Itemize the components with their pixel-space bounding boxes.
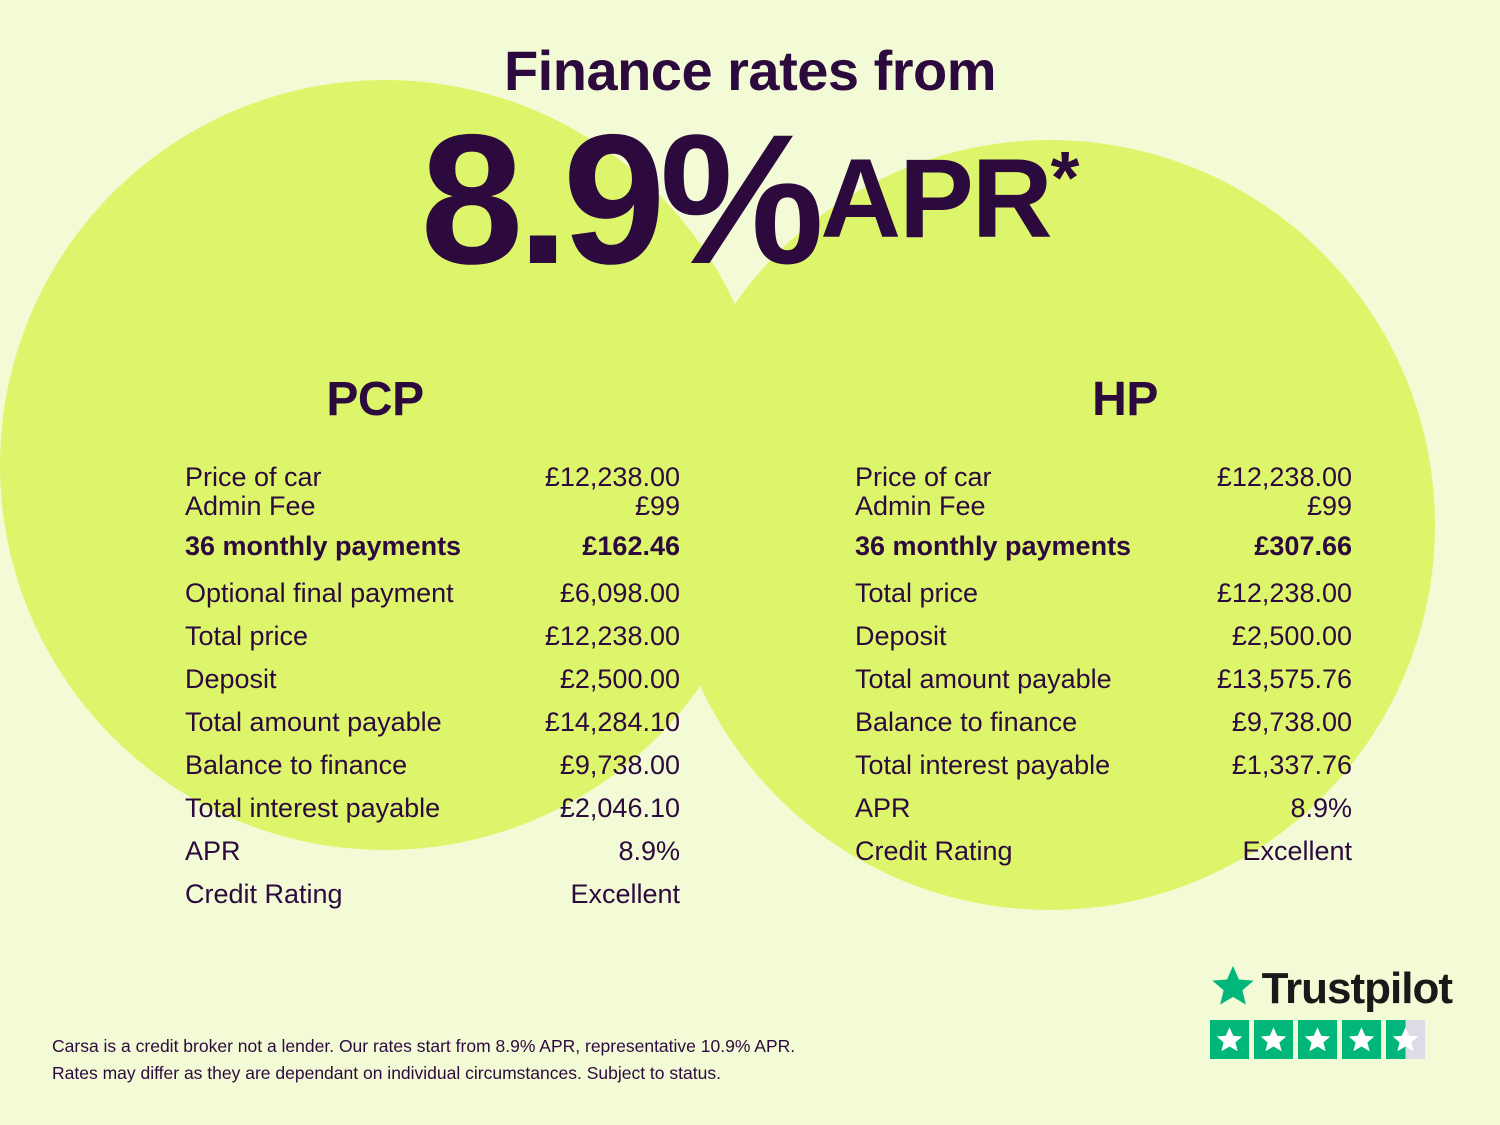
table-row <box>185 658 680 701</box>
row-value: Excellent <box>570 879 680 909</box>
table-row <box>185 521 680 572</box>
table-row <box>185 830 680 873</box>
row-label: Balance to finance <box>185 750 408 780</box>
row-label: Total amount payable <box>855 664 1112 694</box>
headline-rate <box>0 97 1500 303</box>
table-row <box>855 744 1352 787</box>
trustpilot-rating <box>1210 963 1452 1059</box>
table-row <box>855 701 1352 744</box>
headline-rate-apr: APR <box>820 136 1051 261</box>
row-value: £2,500.00 <box>1231 621 1352 651</box>
table-row <box>185 463 680 492</box>
star-icon <box>1210 1020 1249 1059</box>
table-row <box>185 744 680 787</box>
row-value: 8.9% <box>618 836 680 866</box>
table-row <box>855 830 1352 873</box>
table-row <box>185 572 680 615</box>
row-label: Total interest payable <box>855 750 1111 780</box>
headline-rate-asterisk: * <box>1050 136 1080 219</box>
table-row <box>855 521 1352 572</box>
footnote-line-2: Rates may differ as they are dependant on individual circumstances. Subject to status. <box>52 1062 721 1083</box>
row-label: Deposit <box>185 664 277 694</box>
row-label: Total amount payable <box>185 707 442 737</box>
table-row <box>185 492 680 521</box>
finance-column-pcp <box>0 372 750 916</box>
row-label: Total price <box>855 578 979 608</box>
row-value: Excellent <box>1242 836 1352 866</box>
row-value: £13,575.76 <box>1216 664 1352 694</box>
row-value: £1,337.76 <box>1231 750 1352 780</box>
page-title: Finance rates from <box>503 39 997 102</box>
star-icon <box>1342 1020 1381 1059</box>
row-label: Optional final payment <box>185 578 454 608</box>
row-label: APR <box>855 793 911 823</box>
row-value: £9,738.00 <box>1231 707 1352 737</box>
trustpilot-star-icon <box>1210 963 1256 1014</box>
row-label: Total price <box>185 621 309 651</box>
half-star-icon <box>1386 1020 1425 1059</box>
column-title-hp: HP <box>1092 373 1158 426</box>
finance-column-hp <box>750 372 1500 916</box>
legal-footnote <box>52 1033 795 1087</box>
row-value: £307.66 <box>1254 531 1352 561</box>
row-value: £12,238.00 <box>544 621 680 651</box>
row-label: Price of car <box>185 462 322 492</box>
row-value: £12,238.00 <box>1216 462 1352 492</box>
row-label: Credit Rating <box>185 879 343 909</box>
row-value: £162.46 <box>582 531 680 561</box>
row-value: £12,238.00 <box>1216 578 1352 608</box>
row-value: £99 <box>634 491 680 521</box>
headline-rate-number: 8.9% <box>420 97 819 303</box>
row-label: APR <box>185 836 241 866</box>
row-value: £99 <box>1306 491 1352 521</box>
star-icon <box>1254 1020 1293 1059</box>
table-row <box>185 787 680 830</box>
row-value: £2,500.00 <box>559 664 680 694</box>
trustpilot-logo <box>1210 963 1452 1014</box>
table-row <box>185 701 680 744</box>
row-value: £2,046.10 <box>559 793 680 823</box>
row-label: 36 monthly payments <box>855 531 1132 561</box>
table-row <box>855 492 1352 521</box>
row-label: Deposit <box>855 621 947 651</box>
row-label: Balance to finance <box>855 707 1078 737</box>
table-row <box>855 463 1352 492</box>
row-label: Admin Fee <box>855 491 986 521</box>
trustpilot-stars <box>1210 1020 1425 1059</box>
row-value: £12,238.00 <box>544 462 680 492</box>
finance-comparison <box>0 372 1500 916</box>
row-label: Price of car <box>855 462 992 492</box>
hp-rows <box>750 463 1500 873</box>
row-value: £14,284.10 <box>544 707 680 737</box>
row-value: 8.9% <box>1290 793 1352 823</box>
column-title-pcp: PCP <box>326 373 424 426</box>
row-label: Credit Rating <box>855 836 1013 866</box>
table-row <box>855 658 1352 701</box>
star-icon <box>1298 1020 1337 1059</box>
table-row <box>185 615 680 658</box>
row-value: £6,098.00 <box>559 578 680 608</box>
pcp-rows <box>0 463 750 916</box>
row-label: Admin Fee <box>185 491 316 521</box>
table-row <box>855 572 1352 615</box>
trustpilot-wordmark: Trustpilot <box>1261 963 1452 1013</box>
row-label: Total interest payable <box>185 793 441 823</box>
footnote-line-1: Carsa is a credit broker not a lender. Our rates start from 8.9% APR, representative 10.9% APR. <box>52 1035 796 1056</box>
table-row <box>855 787 1352 830</box>
row-value: £9,738.00 <box>559 750 680 780</box>
table-row <box>855 615 1352 658</box>
table-row <box>185 873 680 916</box>
row-label: 36 monthly payments <box>185 531 462 561</box>
